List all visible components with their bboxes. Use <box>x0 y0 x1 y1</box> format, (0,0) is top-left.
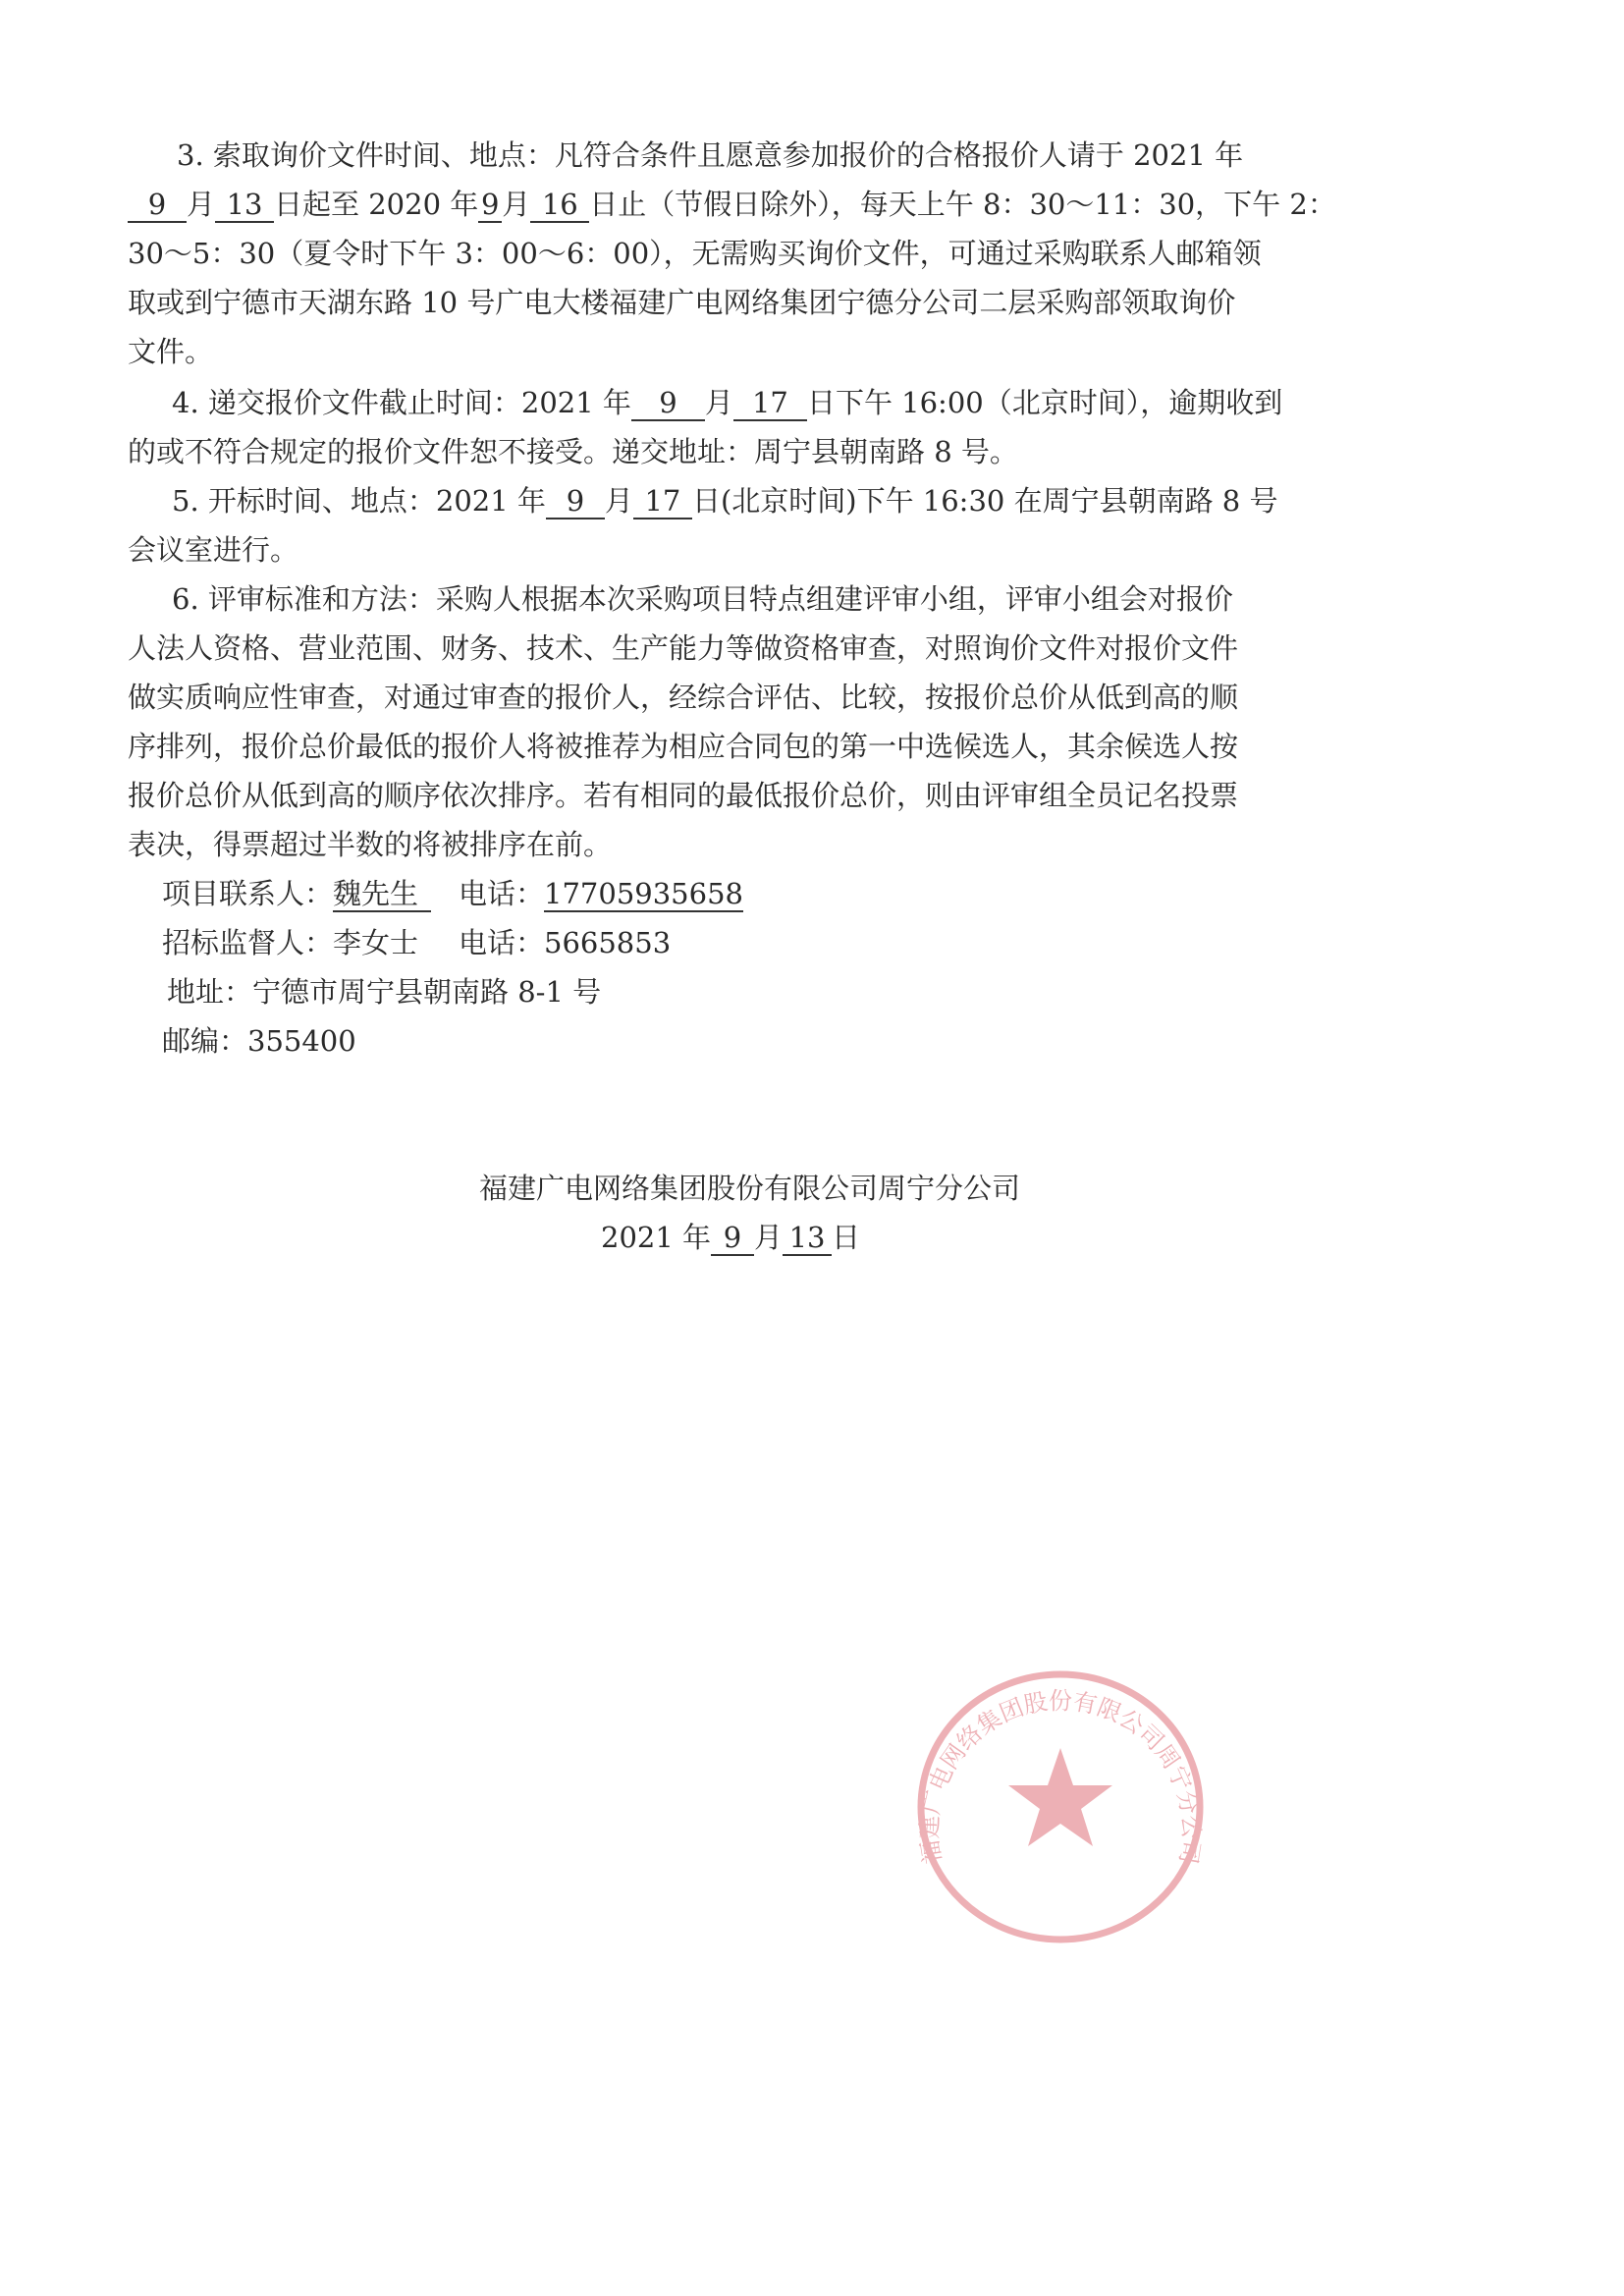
para-3-start-month: 9 <box>128 188 187 223</box>
project-contact-label: 项目联系人： <box>162 877 334 910</box>
para-3-end-month: 9 <box>478 188 502 223</box>
para-6-line-6: 表决，得票超过半数的将被排序在前。 <box>128 828 613 861</box>
supervisor-contact: 招标监督人：李女士 <box>162 926 419 959</box>
para-4-text: 4. 递交报价文件截止时间：2021 年 <box>172 386 631 419</box>
para-3-text: 月 <box>502 188 531 221</box>
para-5-month: 9 <box>546 484 605 519</box>
para-5-line-1 <box>172 481 1277 520</box>
para-6-line-5: 报价总价从低到高的顺序依次排序。若有相同的最低报价总价，则由评审组全员记名投票 <box>128 779 1239 812</box>
project-contact-name: 魏先生 <box>333 877 431 912</box>
issue-date-month: 9 <box>711 1221 754 1256</box>
issue-date-year: 2021 年 <box>601 1221 712 1254</box>
issue-date <box>601 1218 860 1257</box>
postcode: 邮编：355400 <box>162 1024 356 1058</box>
para-5-line-2: 会议室进行。 <box>128 533 299 567</box>
para-4-month: 9 <box>631 386 705 421</box>
supervisor-phone: 电话：5665853 <box>459 926 672 959</box>
project-contact <box>162 874 431 913</box>
para-6-line-1: 6. 评审标准和方法：采购人根据本次采购项目特点组建评审小组，评审小组会对报价 <box>172 582 1233 616</box>
para-3-text: 日止（节假日除外），每天上午 8：30～11：30，下午 2： <box>589 188 1336 221</box>
para-5-text: 5. 开标时间、地点：2021 年 <box>172 484 546 518</box>
para-4-day: 17 <box>733 386 807 421</box>
issuer-company: 福建广电网络集团股份有限公司周宁分公司 <box>479 1172 1021 1205</box>
para-4-text: 月 <box>704 386 733 419</box>
para-3-line-3: 30～5：30（夏令时下午 3：00～6：00），无需购买询价文件，可通过采购联系人邮箱领 <box>128 237 1262 270</box>
para-3-text: 月 <box>187 188 216 221</box>
project-phone-number: 17705935658 <box>544 877 743 910</box>
para-5-text: 月 <box>604 484 633 518</box>
para-4-line-1 <box>172 383 1282 422</box>
para-3-line-5: 文件。 <box>128 335 214 368</box>
project-phone <box>459 874 743 913</box>
issue-date-text: 月 <box>754 1221 784 1254</box>
para-3-start-day: 13 <box>215 188 274 223</box>
para-3-line-1: 3. 索取询价文件时间、地点：凡符合条件且愿意参加报价的合格报价人请于 2021 年 <box>177 138 1244 172</box>
issue-date-day: 13 <box>783 1221 832 1256</box>
para-4-text: 日下午 16:00（北京时间），逾期收到 <box>806 386 1283 419</box>
para-5-day: 17 <box>633 484 692 519</box>
para-3-end-day: 16 <box>530 188 589 223</box>
para-3-text: 日起至 2020 年 <box>274 188 479 221</box>
para-3-line-4: 取或到宁德市天湖东路 10 号广电大楼福建广电网络集团宁德分公司二层采购部领取询价 <box>128 286 1236 319</box>
seal-arc-text: 福建广电网络集团股份有限公司周宁分公司 <box>915 1687 1206 1867</box>
para-6-line-2: 人法人资格、营业范围、财务、技术、生产能力等做资格审查，对照询价文件对报价文件 <box>128 631 1239 665</box>
project-phone-label: 电话： <box>459 877 545 910</box>
para-4-line-2: 的或不符合规定的报价文件恕不接受。递交地址：周宁县朝南路 8 号。 <box>128 435 1018 468</box>
address: 地址：宁德市周宁县朝南路 8-1 号 <box>167 975 602 1009</box>
para-6-line-4: 序排列，报价总价最低的报价人将被推荐为相应合同包的第一中选候选人，其余候选人按 <box>128 730 1239 763</box>
para-5-text: 日(北京时间)下午 16:30 在周宁县朝南路 8 号 <box>691 484 1278 518</box>
para-3-line-2 <box>128 185 1336 224</box>
company-seal-stamp <box>884 1640 1237 1954</box>
para-6-line-3: 做实质响应性审查，对通过审查的报价人，经综合评估、比较，按报价总价从低到高的顺 <box>128 681 1239 714</box>
issue-date-text: 日 <box>832 1221 861 1254</box>
seal-star-icon <box>1008 1748 1112 1846</box>
